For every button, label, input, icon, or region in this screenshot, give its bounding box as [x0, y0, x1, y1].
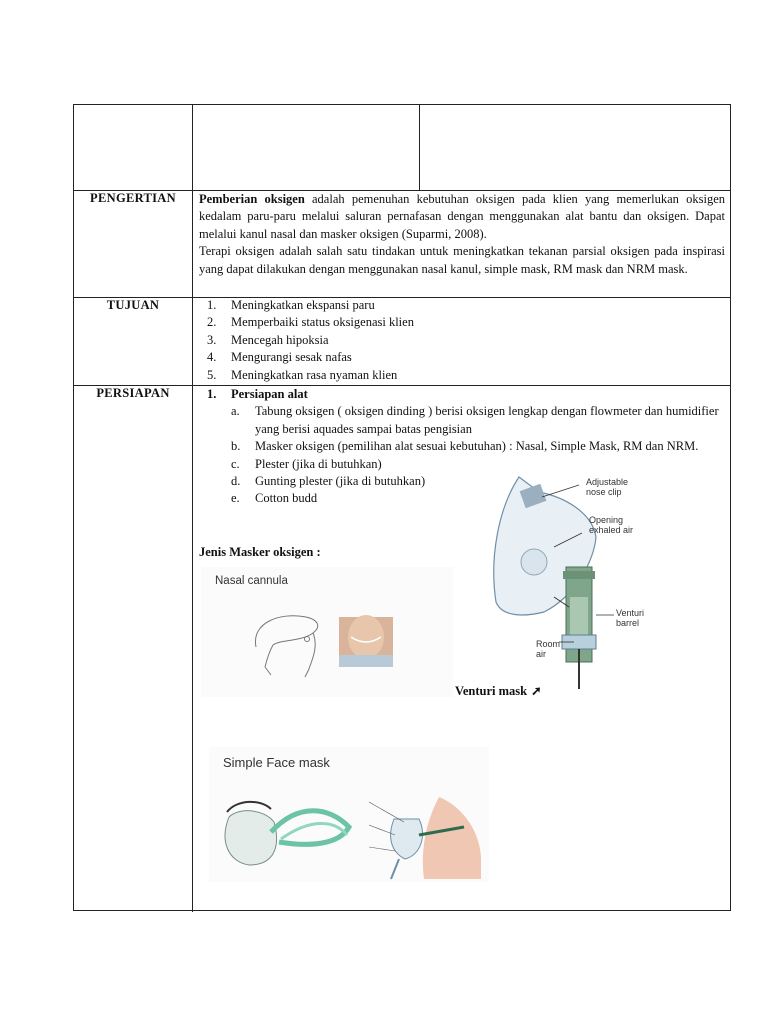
tujuan-content [199, 297, 725, 384]
pengertian-paragraph-1 [199, 191, 725, 243]
alat-item: e. Cotton budd [231, 491, 318, 506]
callout-venturi-barrel: Venturi barrel [616, 608, 645, 628]
nasal-cannula-figure [201, 567, 453, 697]
sop-table [73, 104, 731, 911]
column-divider [192, 105, 193, 912]
nasal-cannula-illustration [201, 567, 453, 697]
venturi-mask-caption: Venturi mask ➚ [455, 683, 542, 698]
venturi-mask-figure [484, 467, 669, 697]
tujuan-item: 2. Memperbaiki status oksigenasi klien [207, 315, 414, 330]
pengertian-lead: Pemberian oksigen [199, 192, 305, 206]
pengertian-text: adalah pemenuhan kebutuhan oksigen pada klien yang memerlukan oksigen kedalam paru-paru melalui saluran pernafasan dengan menggunakan alat bantu dan oksigen. Dapat melalui kanul nasal dan masker oksigen (Suparmi, 2008). [199, 192, 725, 241]
callout-opening: Opening exhaled air [589, 515, 634, 535]
callout-nose-clip: Adjustable nose clip [586, 477, 629, 497]
jenis-masker-heading: Jenis Masker oksigen : [199, 545, 321, 559]
pengertian-paragraph-2: Terapi oksigen adalah salah satu tindakan untuk meningkatkan tekanan parsial oksigen pada inspirasi yang dapat dilakukan dengan menggunakan nasal kanul, simple mask, RM mask dan NRM mask. [199, 244, 725, 276]
callout-room-air: Room air [536, 639, 561, 659]
persiapan-heading: 1. Persiapan alat [207, 387, 308, 401]
tujuan-item: 3. Mencegah hipoksia [207, 332, 329, 347]
simple-face-mask-figure [209, 747, 489, 882]
arrow-icon: ➚ [531, 684, 542, 698]
alat-item: b. Masker oksigen (pemilihan alat sesuai kebutuhan) : Nasal, Simple Mask, RM dan NRM. [231, 439, 699, 454]
tujuan-item: 4. Mengurangi sesak nafas [207, 350, 352, 365]
row-label-persiapan: PERSIAPAN [96, 386, 170, 400]
alat-item: a. Tabung oksigen ( oksigen dinding ) berisi oksigen lengkap dengan flowmeter dan humidifier yang berisi aquades sampai batas pengisian [231, 404, 719, 436]
simple-face-mask-label: Simple Face mask [223, 755, 330, 770]
alat-item: d. Gunting plester (jika di butuhkan) [231, 474, 426, 489]
tujuan-item: 1. Meningkatkan ekspansi paru [207, 298, 375, 312]
header-column-divider [419, 105, 420, 190]
venturi-mask-illustration [484, 467, 669, 697]
row-label-tujuan: TUJUAN [106, 298, 160, 312]
row-label-pengertian: PENGERTIAN [90, 191, 176, 205]
pengertian-content [199, 191, 725, 278]
alat-item: c. Plester (jika di butuhkan) [231, 456, 382, 471]
nasal-cannula-label: Nasal cannula [215, 575, 288, 587]
tujuan-list [199, 297, 725, 384]
tujuan-item: 5. Meningkatkan rasa nyaman klien [207, 367, 398, 382]
simple-face-mask-illustration [209, 747, 489, 882]
